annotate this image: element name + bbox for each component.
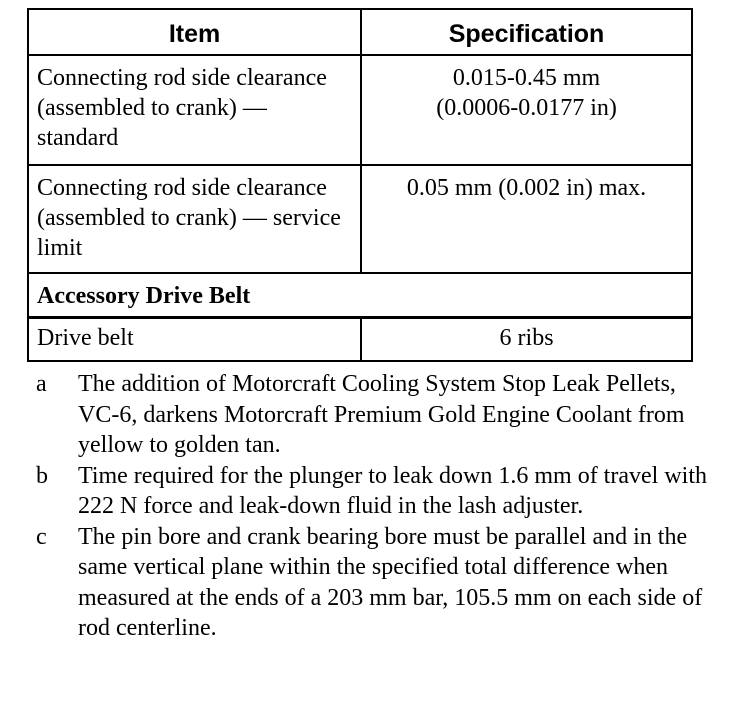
header-specification: Specification — [361, 9, 692, 55]
section-header-row — [28, 273, 692, 318]
footnote-b — [36, 461, 716, 522]
section-title: Accessory Drive Belt — [28, 273, 692, 318]
row-item: Connecting rod side clearance (assembled to crank) — service limit — [28, 165, 361, 273]
footnote-text: The addition of Motorcraft Cooling System Stop Leak Pellets, VC-6, darkens Motorcraft Premium Gold Engine Coolant from yellow to golden tan. — [78, 371, 685, 458]
table-row — [28, 318, 692, 362]
header-item: Item — [28, 9, 361, 55]
spec-line: 0.05 mm (0.002 in) max. — [406, 175, 647, 201]
row-item: Drive belt — [28, 318, 361, 362]
table-row — [28, 165, 692, 273]
spec-line: (0.0006-0.0177 in) — [436, 95, 617, 121]
footnote-letter: c — [36, 523, 47, 550]
footnote-a — [36, 369, 716, 461]
footnote-c — [36, 522, 716, 644]
footnote-letter: b — [36, 462, 48, 489]
row-spec: 6 ribs — [361, 318, 692, 362]
specification-table — [27, 8, 693, 362]
row-spec — [361, 165, 692, 273]
row-spec — [361, 55, 692, 165]
footnote-text: Time required for the plunger to leak down 1.6 mm of travel with 222 N force and leak-down fluid in the lash adjuster. — [78, 462, 707, 519]
footnote-text: The pin bore and crank bearing bore must be parallel and in the same vertical plane within the specified total difference when measured at the ends of a 203 mm bar, 105.5 mm on each side of rod centerline. — [78, 523, 703, 641]
footnote-letter: a — [36, 371, 47, 397]
table-row — [28, 55, 692, 165]
spec-line: 0.015-0.45 mm — [452, 65, 601, 91]
footnotes-list — [36, 369, 716, 644]
row-item: Connecting rod side clearance (assembled to crank) — standard — [28, 55, 361, 165]
table-header-row — [28, 9, 692, 55]
